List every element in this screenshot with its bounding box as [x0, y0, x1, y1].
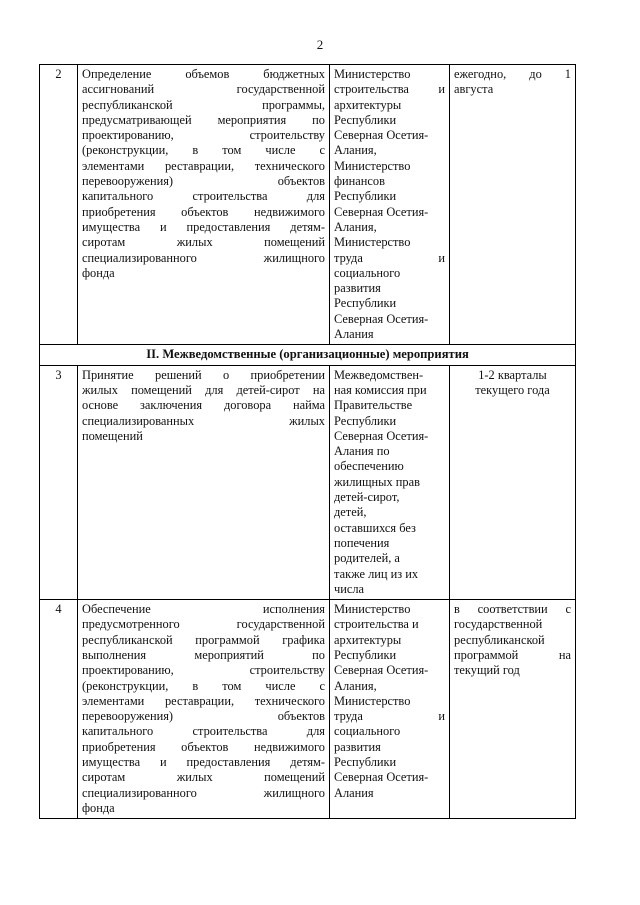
section-title: II. Межведомственные (организационные) мероприятия: [40, 345, 576, 365]
cell-line: Министерство: [334, 158, 411, 173]
cell-line: Северная Осетия-: [334, 128, 429, 143]
cell-line: Определение объемов бюджетных: [82, 67, 325, 81]
cell-line: Министерство: [334, 235, 411, 250]
cell-line: строительства и: [334, 82, 445, 97]
cell-line: имущества и предоставления детям-: [82, 755, 325, 770]
cell-line: социального: [334, 724, 401, 739]
cell-line: предусмотренного государственной: [82, 617, 325, 632]
cell-line: перевооружения) объектов: [82, 174, 325, 189]
cell-line: 1-2 кварталы: [478, 367, 547, 382]
cell-line: Республики: [334, 189, 397, 204]
cell-line: республиканской: [454, 632, 545, 647]
cell-line: труда и: [334, 709, 445, 724]
row-executor: [330, 600, 450, 819]
cell-line: Северная Осетия-: [334, 428, 429, 443]
row-description: [78, 365, 330, 599]
cell-line: фонда: [82, 800, 115, 815]
cell-line: жилых помещений для детей-сирот на: [82, 382, 325, 397]
cell-line: труда и: [334, 250, 445, 265]
cell-line: предусматривающей мероприятия по: [82, 112, 325, 127]
cell-line: приобретения объектов недвижимого: [82, 739, 325, 754]
cell-line: приобретения объектов недвижимого: [82, 204, 325, 219]
cell-line: (реконструкции, в том числе с: [82, 143, 325, 158]
cell-line: помещений: [82, 428, 143, 443]
row-number: 3: [40, 365, 78, 599]
cell-line: Министерство: [334, 602, 411, 617]
cell-line: Принятие решений о приобретении: [82, 367, 325, 382]
page-number: 2: [316, 37, 324, 52]
cell-line: детей-сирот,: [334, 490, 400, 505]
row-description: [78, 600, 330, 819]
cell-line: проектированию, строительству: [82, 663, 325, 678]
cell-line: текущего года: [475, 382, 550, 397]
cell-line: социального: [334, 265, 401, 280]
cell-line: основе заключения договора найма: [82, 398, 325, 413]
table-row: [40, 365, 576, 599]
cell-line: проектированию, строительству: [82, 128, 325, 143]
cell-line: финансов: [334, 174, 385, 189]
cell-line: элементами реставрации, технического: [82, 158, 325, 173]
cell-line: (реконструкции, в том числе с: [82, 678, 325, 693]
cell-line: Алания,: [334, 219, 377, 234]
cell-line: республиканской программой графика: [82, 632, 325, 647]
cell-line: ежегодно, до 1: [454, 67, 571, 81]
row-executor: [330, 65, 450, 345]
cell-line: Северная Осетия-: [334, 663, 429, 678]
cell-line: ассигнований государственной: [82, 82, 325, 97]
cell-line: государственной: [454, 617, 543, 632]
cell-line: строительства и: [334, 617, 419, 632]
cell-line: родителей, а: [334, 551, 400, 566]
cell-line: специализированных жилых: [82, 413, 325, 428]
cell-line: жилищных прав: [334, 474, 420, 489]
cell-line: Республики: [334, 112, 397, 127]
cell-line: детей,: [334, 505, 367, 520]
cell-line: Республики: [334, 413, 397, 428]
cell-line: Министерство: [334, 67, 411, 81]
cell-line: Алания: [334, 327, 374, 342]
cell-line: республиканской программы,: [82, 97, 325, 112]
cell-line: перевооружения) объектов: [82, 709, 325, 724]
cell-line: Северная Осетия-: [334, 770, 429, 785]
cell-line: попечения: [334, 535, 390, 550]
row-term: [450, 600, 576, 819]
cell-line: развития: [334, 281, 381, 296]
table-row: [40, 65, 576, 345]
section-row: [40, 345, 576, 365]
cell-line: сиротам жилых помещений: [82, 770, 325, 785]
cell-line: августа: [454, 82, 494, 97]
row-description: [78, 65, 330, 345]
row-number: 2: [40, 65, 78, 345]
measures-table: [39, 64, 576, 819]
cell-line: Республики: [334, 647, 397, 662]
cell-line: в соответствии с: [454, 602, 571, 617]
cell-line: фонда: [82, 265, 115, 280]
cell-line: Министерство: [334, 693, 411, 708]
cell-line: специализированного жилищного: [82, 250, 325, 265]
cell-line: Алания по: [334, 444, 390, 459]
cell-line: Северная Осетия-: [334, 204, 429, 219]
cell-line: Республики: [334, 755, 397, 770]
cell-line: текущий год: [454, 663, 520, 678]
cell-line: ная комиссия при: [334, 382, 427, 397]
cell-line: имущества и предоставления детям-: [82, 219, 325, 234]
cell-line: сиротам жилых помещений: [82, 235, 325, 250]
row-executor: [330, 365, 450, 599]
cell-line: Алания,: [334, 678, 377, 693]
table-row: [40, 600, 576, 819]
cell-line: обеспечению: [334, 459, 404, 474]
cell-line: Алания,: [334, 143, 377, 158]
cell-line: Северная Осетия-: [334, 311, 429, 326]
cell-line: оставшихся без: [334, 520, 416, 535]
cell-line: Обеспечение исполнения: [82, 602, 325, 617]
row-term: [450, 365, 576, 599]
cell-line: развития: [334, 739, 381, 754]
cell-line: числа: [334, 581, 365, 596]
cell-line: элементами реставрации, технического: [82, 693, 325, 708]
row-term: [450, 65, 576, 345]
cell-line: также лиц из их: [334, 566, 419, 581]
cell-line: Алания: [334, 785, 374, 800]
cell-line: выполнения мероприятий по: [82, 647, 325, 662]
cell-line: Правительстве: [334, 398, 413, 413]
cell-line: капитального строительства для: [82, 189, 325, 204]
row-number: 4: [40, 600, 78, 819]
cell-line: программой на: [454, 647, 571, 662]
cell-line: Республики: [334, 296, 397, 311]
cell-line: специализированного жилищного: [82, 785, 325, 800]
cell-line: капитального строительства для: [82, 724, 325, 739]
cell-line: Межведомствен-: [334, 367, 424, 382]
cell-line: архитектуры: [334, 97, 402, 112]
cell-line: архитектуры: [334, 632, 402, 647]
